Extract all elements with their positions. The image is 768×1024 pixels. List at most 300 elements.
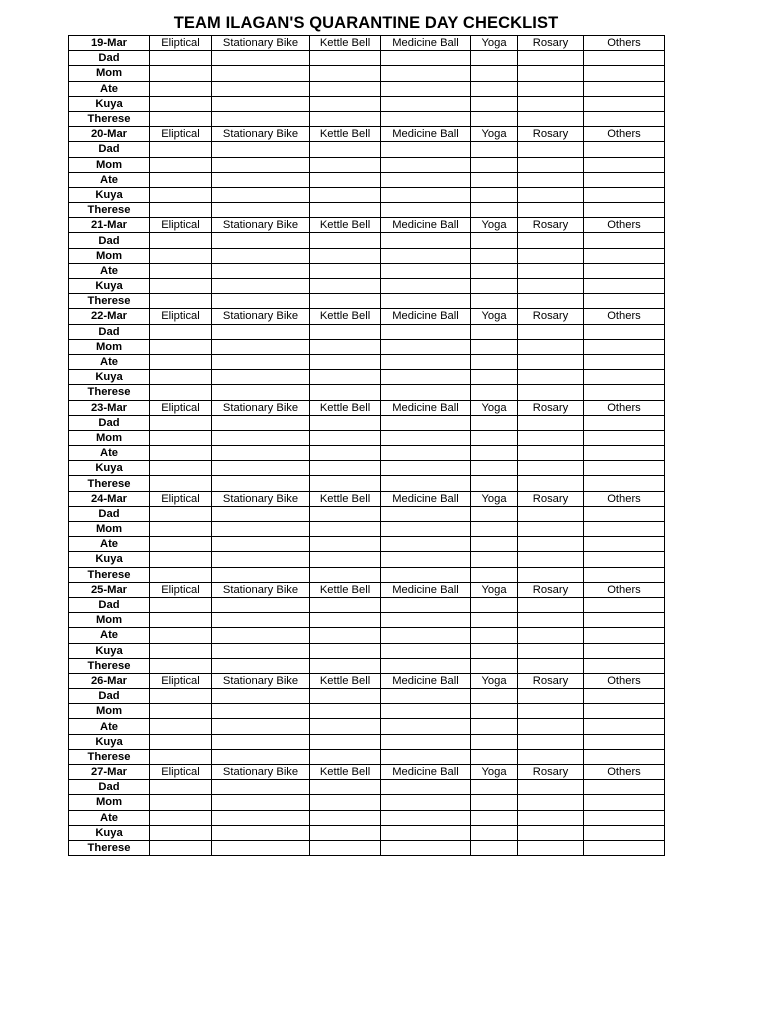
activity-header: Stationary Bike: [212, 127, 310, 142]
checkbox-cell: [212, 537, 310, 552]
checkbox-cell: [381, 734, 471, 749]
checkbox-cell: [471, 522, 518, 537]
checkbox-cell: [310, 749, 381, 764]
member-label: Dad: [69, 415, 150, 430]
member-row: [69, 628, 665, 643]
checkbox-cell: [150, 51, 212, 66]
day-label: 19-Mar: [69, 36, 150, 51]
checkbox-cell: [381, 840, 471, 855]
member-row: [69, 233, 665, 248]
member-row: [69, 142, 665, 157]
checkbox-cell: [150, 643, 212, 658]
checkbox-cell: [150, 461, 212, 476]
checkbox-cell: [150, 719, 212, 734]
activity-header: Medicine Ball: [381, 127, 471, 142]
checkbox-cell: [518, 248, 584, 263]
page-title: TEAM ILAGAN'S QUARANTINE DAY CHECKLIST: [173, 14, 559, 32]
checkbox-cell: [518, 506, 584, 521]
checkbox-cell: [212, 749, 310, 764]
checkbox-cell: [518, 537, 584, 552]
checkbox-cell: [518, 279, 584, 294]
member-row: [69, 157, 665, 172]
member-row: [69, 476, 665, 491]
checkbox-cell: [584, 522, 665, 537]
member-label: Therese: [69, 294, 150, 309]
checkbox-cell: [518, 66, 584, 81]
checkbox-cell: [310, 142, 381, 157]
checkbox-cell: [381, 339, 471, 354]
member-row: [69, 704, 665, 719]
checkbox-cell: [310, 66, 381, 81]
checkbox-cell: [584, 719, 665, 734]
activity-header: Medicine Ball: [381, 36, 471, 51]
checkbox-cell: [150, 522, 212, 537]
checkbox-cell: [518, 203, 584, 218]
checkbox-cell: [518, 658, 584, 673]
checkbox-cell: [518, 157, 584, 172]
checkbox-cell: [212, 157, 310, 172]
member-label: Dad: [69, 506, 150, 521]
checkbox-cell: [150, 172, 212, 187]
checkbox-cell: [381, 522, 471, 537]
checkbox-cell: [150, 567, 212, 582]
checkbox-cell: [150, 613, 212, 628]
checkbox-cell: [310, 840, 381, 855]
member-row: [69, 279, 665, 294]
checkbox-cell: [381, 506, 471, 521]
checkbox-cell: [310, 506, 381, 521]
checkbox-cell: [471, 203, 518, 218]
checkbox-cell: [150, 506, 212, 521]
member-row: [69, 203, 665, 218]
checkbox-cell: [471, 840, 518, 855]
activity-header: Rosary: [518, 309, 584, 324]
member-row: [69, 506, 665, 521]
day-header-row: [69, 582, 665, 597]
checkbox-cell: [471, 294, 518, 309]
checkbox-cell: [381, 172, 471, 187]
member-row: [69, 522, 665, 537]
checkbox-cell: [381, 294, 471, 309]
checkbox-cell: [310, 734, 381, 749]
checkbox-cell: [381, 415, 471, 430]
checkbox-cell: [518, 461, 584, 476]
checkbox-cell: [150, 537, 212, 552]
checkbox-cell: [150, 187, 212, 202]
checkbox-cell: [381, 187, 471, 202]
activity-header: Yoga: [471, 765, 518, 780]
member-label: Kuya: [69, 279, 150, 294]
checkbox-cell: [381, 552, 471, 567]
checkbox-cell: [518, 734, 584, 749]
checkbox-cell: [212, 476, 310, 491]
checkbox-cell: [584, 66, 665, 81]
checkbox-cell: [471, 157, 518, 172]
member-label: Dad: [69, 233, 150, 248]
checkbox-cell: [150, 415, 212, 430]
checkbox-cell: [310, 81, 381, 96]
activity-header: Yoga: [471, 673, 518, 688]
member-label: Therese: [69, 749, 150, 764]
checkbox-cell: [471, 279, 518, 294]
member-row: [69, 643, 665, 658]
checkbox-cell: [310, 597, 381, 612]
checkbox-cell: [381, 628, 471, 643]
activity-header: Eliptical: [150, 218, 212, 233]
member-row: [69, 780, 665, 795]
checkbox-cell: [150, 248, 212, 263]
checkbox-cell: [584, 51, 665, 66]
checkbox-cell: [518, 294, 584, 309]
member-label: Therese: [69, 385, 150, 400]
checkbox-cell: [518, 840, 584, 855]
day-header-row: [69, 127, 665, 142]
member-label: Kuya: [69, 461, 150, 476]
checkbox-cell: [212, 96, 310, 111]
checkbox-cell: [518, 339, 584, 354]
activity-header: Others: [584, 400, 665, 415]
member-row: [69, 840, 665, 855]
checkbox-cell: [471, 734, 518, 749]
member-label: Ate: [69, 628, 150, 643]
activity-header: Others: [584, 309, 665, 324]
activity-header: Kettle Bell: [310, 582, 381, 597]
checkbox-cell: [381, 749, 471, 764]
activity-header: Rosary: [518, 673, 584, 688]
checkbox-cell: [150, 825, 212, 840]
checkbox-cell: [471, 248, 518, 263]
checkbox-cell: [310, 339, 381, 354]
checkbox-cell: [584, 537, 665, 552]
checkbox-cell: [584, 780, 665, 795]
checkbox-cell: [212, 339, 310, 354]
checkbox-cell: [584, 263, 665, 278]
member-row: [69, 385, 665, 400]
checkbox-cell: [310, 157, 381, 172]
activity-header: Kettle Bell: [310, 36, 381, 51]
checkbox-cell: [584, 613, 665, 628]
activity-header: Stationary Bike: [212, 400, 310, 415]
checkbox-cell: [584, 430, 665, 445]
activity-header: Medicine Ball: [381, 582, 471, 597]
checkbox-cell: [310, 233, 381, 248]
activity-header: Stationary Bike: [212, 673, 310, 688]
member-label: Ate: [69, 446, 150, 461]
activity-header: Eliptical: [150, 309, 212, 324]
checkbox-cell: [381, 51, 471, 66]
checkbox-cell: [471, 749, 518, 764]
checkbox-cell: [150, 840, 212, 855]
checkbox-cell: [381, 825, 471, 840]
checkbox-cell: [150, 385, 212, 400]
checkbox-cell: [584, 506, 665, 521]
checkbox-cell: [584, 370, 665, 385]
member-label: Therese: [69, 111, 150, 126]
checkbox-cell: [310, 354, 381, 369]
member-row: [69, 415, 665, 430]
checkbox-cell: [212, 370, 310, 385]
member-label: Mom: [69, 795, 150, 810]
checkbox-cell: [584, 203, 665, 218]
checkbox-cell: [310, 461, 381, 476]
member-row: [69, 552, 665, 567]
checkbox-cell: [471, 339, 518, 354]
checkbox-cell: [518, 749, 584, 764]
checkbox-cell: [584, 172, 665, 187]
member-label: Kuya: [69, 96, 150, 111]
checkbox-cell: [310, 385, 381, 400]
checkbox-cell: [381, 810, 471, 825]
member-row: [69, 537, 665, 552]
checkbox-cell: [381, 111, 471, 126]
checkbox-cell: [212, 263, 310, 278]
checkbox-cell: [150, 66, 212, 81]
checkbox-cell: [471, 552, 518, 567]
member-row: [69, 613, 665, 628]
checkbox-cell: [310, 294, 381, 309]
checkbox-cell: [212, 187, 310, 202]
checkbox-cell: [471, 370, 518, 385]
checkbox-cell: [518, 780, 584, 795]
member-row: [69, 749, 665, 764]
checkbox-cell: [518, 522, 584, 537]
checkbox-cell: [584, 248, 665, 263]
checkbox-cell: [310, 537, 381, 552]
checkbox-cell: [381, 354, 471, 369]
activity-header: Yoga: [471, 127, 518, 142]
checkbox-cell: [310, 248, 381, 263]
checkbox-cell: [310, 825, 381, 840]
day-header-row: [69, 765, 665, 780]
checkbox-cell: [518, 552, 584, 567]
member-label: Mom: [69, 430, 150, 445]
checkbox-cell: [518, 96, 584, 111]
checkbox-cell: [518, 476, 584, 491]
member-row: [69, 187, 665, 202]
member-row: [69, 96, 665, 111]
checkbox-cell: [381, 81, 471, 96]
activity-header: Rosary: [518, 36, 584, 51]
checkbox-cell: [310, 810, 381, 825]
checkbox-cell: [310, 567, 381, 582]
checkbox-cell: [150, 111, 212, 126]
checkbox-cell: [310, 613, 381, 628]
checkbox-cell: [584, 628, 665, 643]
checkbox-cell: [150, 658, 212, 673]
checkbox-cell: [471, 658, 518, 673]
checkbox-cell: [518, 597, 584, 612]
checkbox-cell: [381, 96, 471, 111]
member-label: Kuya: [69, 643, 150, 658]
checkbox-cell: [471, 628, 518, 643]
checkbox-cell: [310, 96, 381, 111]
activity-header: Rosary: [518, 582, 584, 597]
activity-header: Others: [584, 673, 665, 688]
checkbox-cell: [471, 187, 518, 202]
activity-header: Eliptical: [150, 765, 212, 780]
checkbox-cell: [471, 537, 518, 552]
checkbox-cell: [310, 279, 381, 294]
checkbox-cell: [518, 446, 584, 461]
member-row: [69, 81, 665, 96]
checkbox-cell: [150, 476, 212, 491]
member-label: Ate: [69, 810, 150, 825]
checkbox-cell: [150, 157, 212, 172]
checkbox-cell: [310, 203, 381, 218]
checkbox-cell: [584, 749, 665, 764]
day-header-row: [69, 309, 665, 324]
checkbox-cell: [471, 263, 518, 278]
activity-header: Yoga: [471, 309, 518, 324]
checkbox-cell: [212, 795, 310, 810]
member-row: [69, 567, 665, 582]
checkbox-cell: [381, 430, 471, 445]
checkbox-cell: [471, 506, 518, 521]
activity-header: Stationary Bike: [212, 36, 310, 51]
checkbox-cell: [212, 446, 310, 461]
activity-header: Stationary Bike: [212, 491, 310, 506]
checkbox-cell: [150, 749, 212, 764]
member-row: [69, 446, 665, 461]
checkbox-cell: [381, 446, 471, 461]
member-label: Dad: [69, 597, 150, 612]
checkbox-cell: [212, 248, 310, 263]
checkbox-cell: [471, 354, 518, 369]
member-label: Mom: [69, 157, 150, 172]
member-label: Ate: [69, 81, 150, 96]
checkbox-cell: [212, 203, 310, 218]
checkbox-cell: [310, 795, 381, 810]
activity-header: Yoga: [471, 491, 518, 506]
checkbox-cell: [212, 780, 310, 795]
checkbox-cell: [381, 795, 471, 810]
checkbox-cell: [212, 506, 310, 521]
checkbox-cell: [381, 279, 471, 294]
checkbox-cell: [584, 354, 665, 369]
checkbox-cell: [150, 430, 212, 445]
checkbox-cell: [584, 658, 665, 673]
activity-header: Medicine Ball: [381, 491, 471, 506]
activity-header: Others: [584, 36, 665, 51]
activity-header: Medicine Ball: [381, 765, 471, 780]
checkbox-cell: [150, 704, 212, 719]
checkbox-cell: [518, 719, 584, 734]
activity-header: Rosary: [518, 218, 584, 233]
member-label: Mom: [69, 248, 150, 263]
checkbox-cell: [381, 719, 471, 734]
checkbox-cell: [381, 142, 471, 157]
checkbox-cell: [518, 233, 584, 248]
checkbox-cell: [518, 628, 584, 643]
checkbox-cell: [518, 370, 584, 385]
activity-header: Kettle Bell: [310, 218, 381, 233]
checkbox-cell: [212, 461, 310, 476]
member-label: Therese: [69, 567, 150, 582]
checkbox-cell: [212, 840, 310, 855]
checkbox-cell: [381, 704, 471, 719]
checkbox-cell: [150, 203, 212, 218]
checkbox-cell: [584, 825, 665, 840]
checkbox-cell: [310, 522, 381, 537]
checkbox-cell: [150, 339, 212, 354]
checkbox-cell: [212, 294, 310, 309]
member-row: [69, 597, 665, 612]
checkbox-cell: [518, 81, 584, 96]
member-row: [69, 795, 665, 810]
checkbox-cell: [310, 370, 381, 385]
checkbox-cell: [310, 446, 381, 461]
checkbox-cell: [212, 597, 310, 612]
checkbox-cell: [584, 385, 665, 400]
checkbox-cell: [471, 430, 518, 445]
checkbox-cell: [212, 552, 310, 567]
activity-header: Rosary: [518, 400, 584, 415]
checkbox-cell: [584, 461, 665, 476]
member-label: Ate: [69, 263, 150, 278]
member-label: Dad: [69, 780, 150, 795]
checkbox-cell: [584, 111, 665, 126]
member-label: Mom: [69, 66, 150, 81]
checkbox-cell: [584, 446, 665, 461]
checkbox-cell: [584, 187, 665, 202]
checkbox-cell: [518, 415, 584, 430]
checkbox-cell: [584, 324, 665, 339]
member-row: [69, 51, 665, 66]
checkbox-cell: [150, 795, 212, 810]
checkbox-cell: [212, 734, 310, 749]
checkbox-cell: [212, 172, 310, 187]
checkbox-cell: [584, 597, 665, 612]
checkbox-cell: [212, 233, 310, 248]
checkbox-cell: [310, 719, 381, 734]
activity-header: Eliptical: [150, 36, 212, 51]
checkbox-cell: [584, 81, 665, 96]
member-row: [69, 339, 665, 354]
checkbox-cell: [518, 795, 584, 810]
activity-header: Medicine Ball: [381, 309, 471, 324]
checkbox-cell: [471, 446, 518, 461]
checkbox-cell: [212, 628, 310, 643]
checkbox-cell: [471, 81, 518, 96]
day-label: 26-Mar: [69, 673, 150, 688]
checkbox-cell: [518, 187, 584, 202]
member-row: [69, 111, 665, 126]
member-row: [69, 248, 665, 263]
checkbox-cell: [212, 613, 310, 628]
checkbox-cell: [381, 567, 471, 582]
checkbox-cell: [471, 415, 518, 430]
checkbox-cell: [381, 263, 471, 278]
checkbox-cell: [518, 324, 584, 339]
activity-header: Stationary Bike: [212, 218, 310, 233]
activity-header: Kettle Bell: [310, 765, 381, 780]
checkbox-cell: [310, 628, 381, 643]
checkbox-cell: [471, 476, 518, 491]
activity-header: Rosary: [518, 491, 584, 506]
member-label: Kuya: [69, 734, 150, 749]
checkbox-cell: [150, 279, 212, 294]
checkbox-cell: [584, 415, 665, 430]
member-row: [69, 66, 665, 81]
checkbox-cell: [518, 689, 584, 704]
member-label: Kuya: [69, 552, 150, 567]
checkbox-cell: [518, 567, 584, 582]
checkbox-cell: [381, 203, 471, 218]
checkbox-cell: [381, 476, 471, 491]
checkbox-cell: [150, 597, 212, 612]
activity-header: Kettle Bell: [310, 673, 381, 688]
day-label: 23-Mar: [69, 400, 150, 415]
